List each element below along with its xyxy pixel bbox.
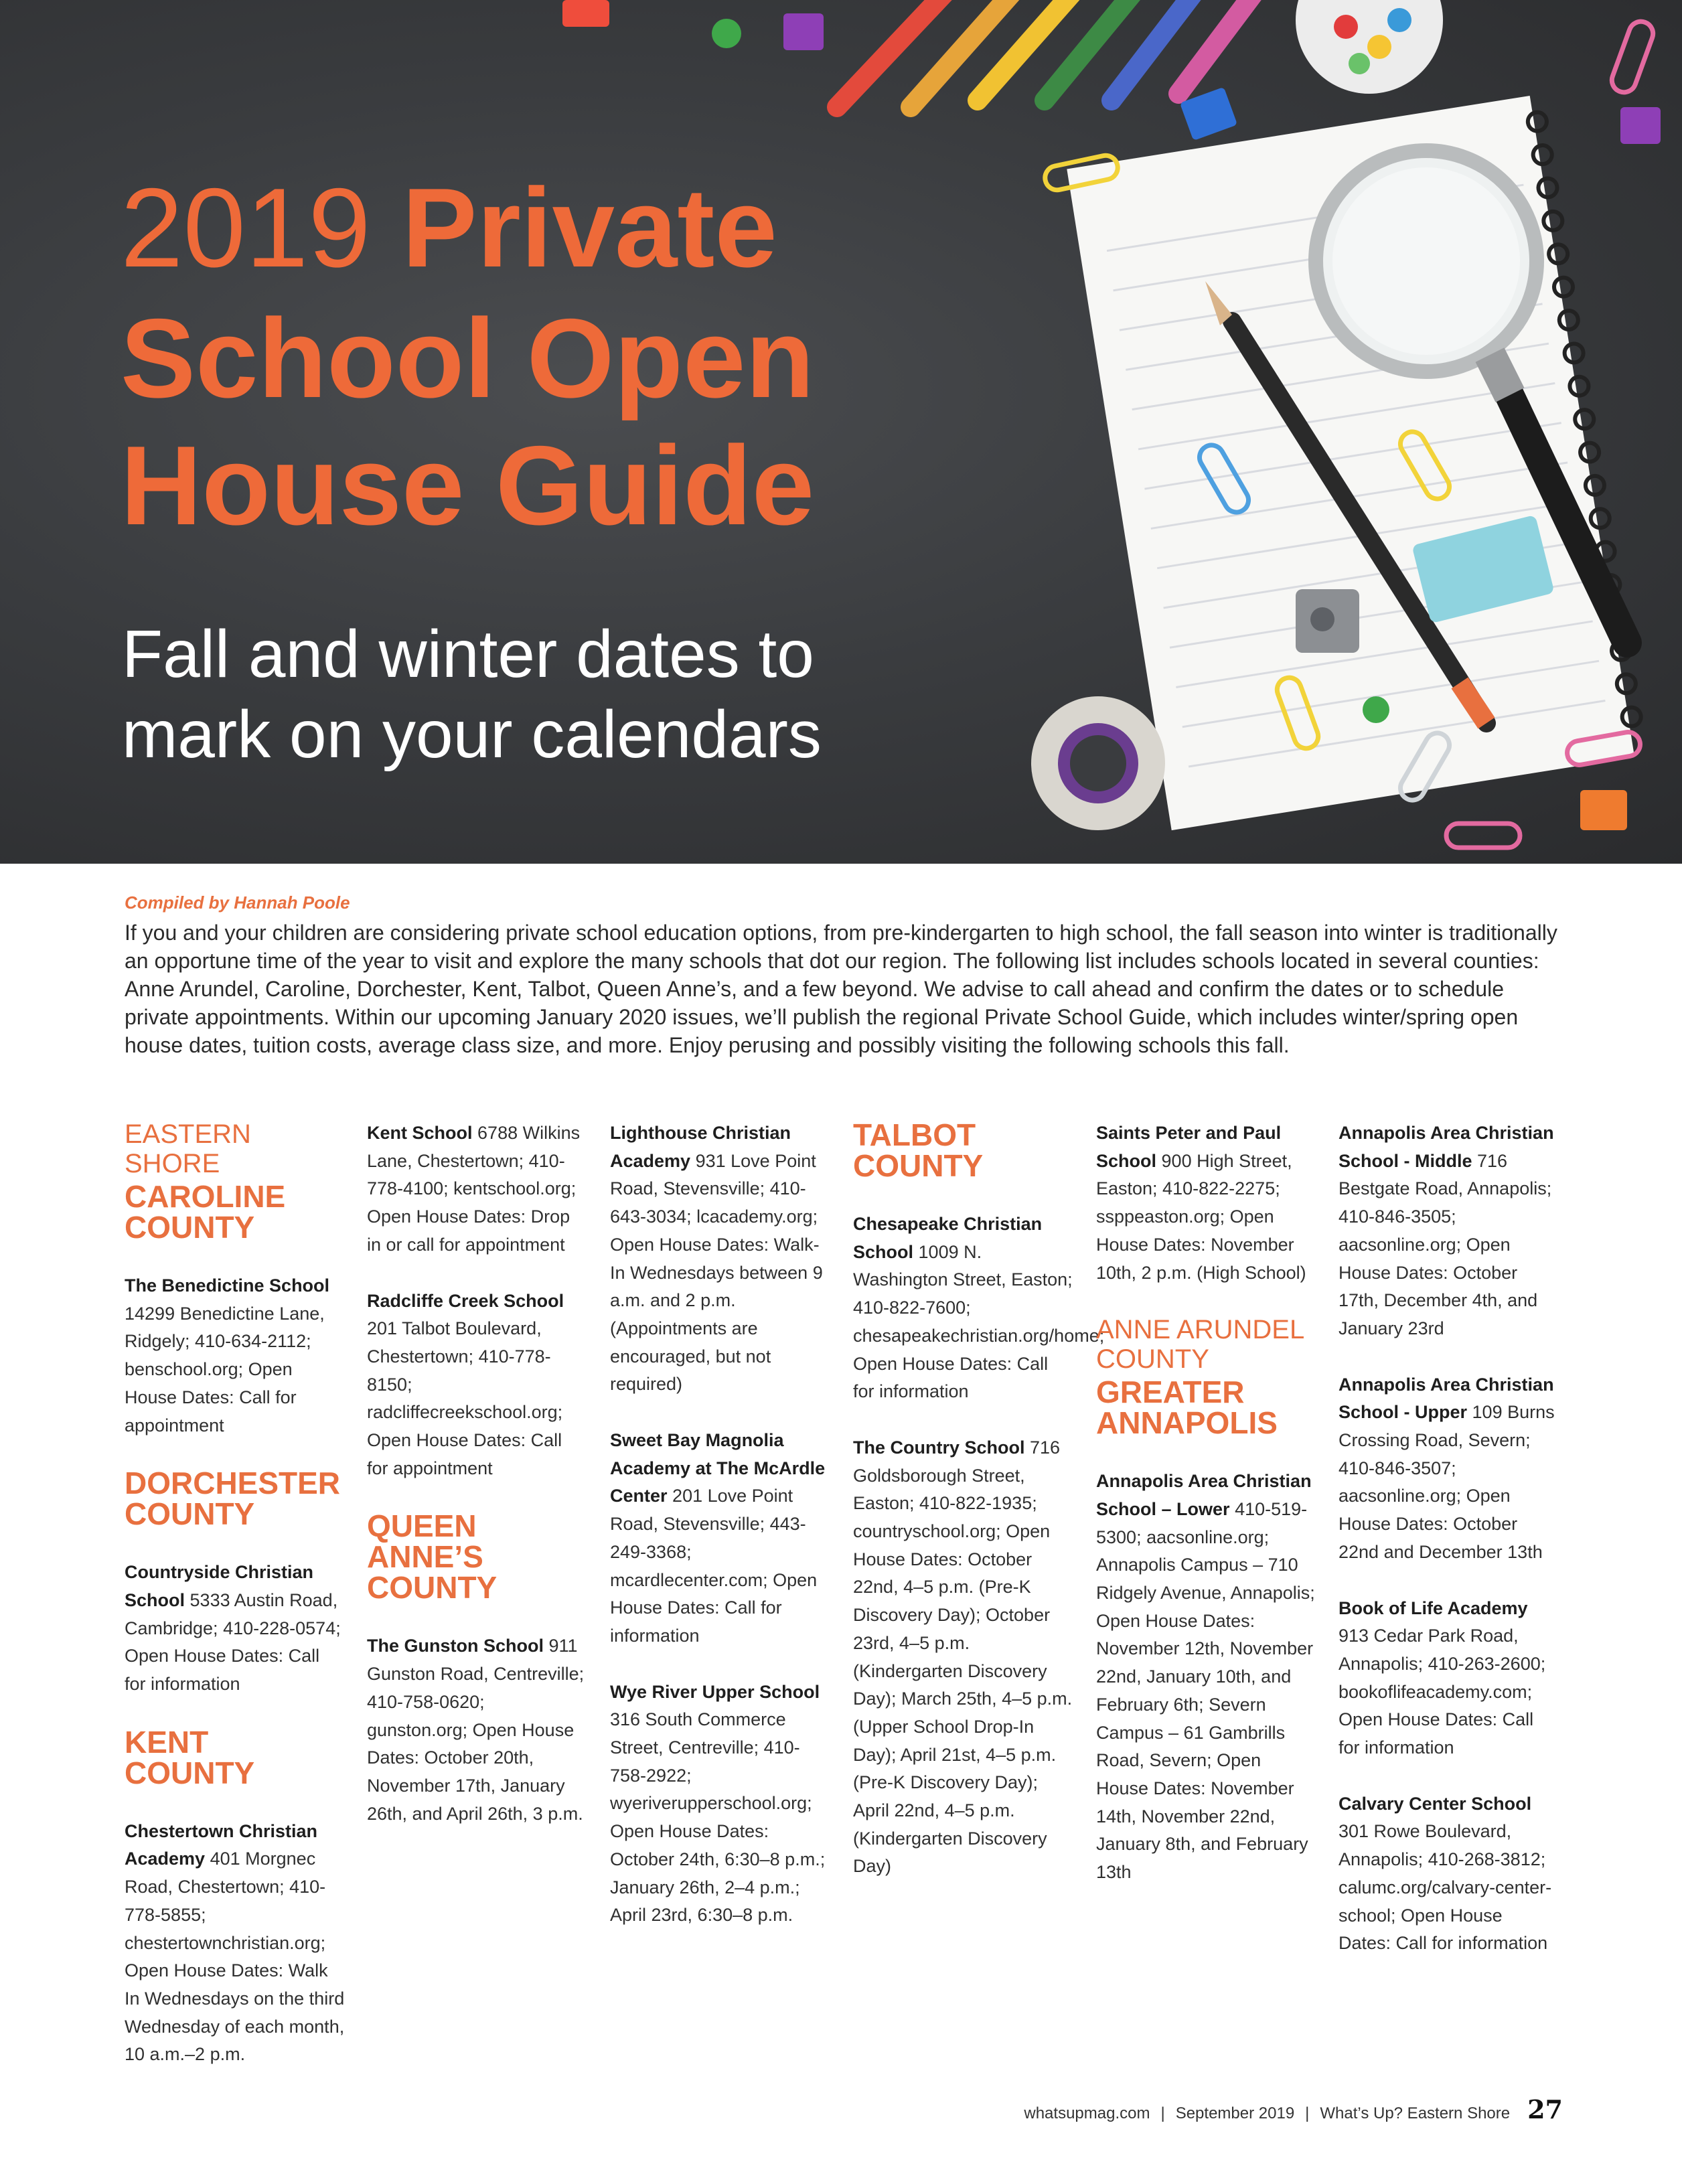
school-details: 5333 Austin Road, Cambridge; 410-228-0574; Open House Dates: Call for information — [125, 1589, 341, 1695]
school-name: The Gunston School — [367, 1636, 544, 1656]
footer-issue: September 2019 — [1175, 2104, 1295, 2122]
school-details: 301 Rowe Boulevard, Annapolis; 410-268-3812; calumc.org/calvary-center-school; Open House Dates: Call for information — [1339, 1821, 1552, 1954]
school-details: 201 Love Point Road, Stevensville; 443-249-3368; mcardlecenter.com; Open House Dates: Call for information — [610, 1486, 818, 1646]
school-details: 913 Cedar Park Road, Annapolis; 410-263-2600; bookoflifeacademy.com; Open House Dates: Call for information — [1339, 1626, 1546, 1758]
column-2 — [367, 1119, 588, 1856]
byline: Compiled by Hannah Poole — [125, 892, 350, 913]
school-details: 1009 N. Washington Street, Easton; 410-822-7600; chesapeakechristian.org/home; Open House Dates: Call for information — [853, 1241, 1105, 1402]
school-entry-benedictine — [125, 1272, 346, 1439]
school-entry-aacs-upper — [1339, 1371, 1559, 1567]
school-name: Radcliffe Creek School — [367, 1290, 564, 1311]
school-entry-gunston — [367, 1632, 588, 1828]
school-name: Countryside Christian School — [125, 1562, 314, 1610]
county-heading-caroline: CAROLINE COUNTY — [125, 1179, 286, 1245]
school-name: Calvary Center School — [1339, 1793, 1532, 1814]
page-title-line-3: House Guide — [121, 422, 815, 548]
page-number: 27 — [1527, 2094, 1563, 2124]
school-details: 14299 Benedictine Lane, Ridgely; 410-634-2112; benschool.org; Open House Dates: Call for appointment — [125, 1303, 325, 1435]
school-name: Chesapeake Christian School — [853, 1214, 1043, 1262]
county-heading-queen-annes: QUEEN ANNE’S COUNTY — [367, 1508, 498, 1606]
hero-banner — [0, 0, 1682, 864]
school-name: Annapolis Area Christian School - Middle — [1339, 1123, 1554, 1171]
page-footer — [1024, 2094, 1563, 2124]
county-heading-dorchester: DORCHESTER COUNTY — [125, 1466, 341, 1532]
title-year-text: 2019 — [121, 165, 371, 291]
school-name: Annapolis Area Christian School - Upper — [1339, 1374, 1554, 1423]
column-4 — [853, 1117, 1105, 1909]
school-entry-radcliffe — [367, 1288, 588, 1483]
school-name: Sweet Bay Magnolia Academy at The McArdle Center — [610, 1430, 826, 1506]
footer-separator: | — [1305, 2104, 1310, 2122]
school-name: Book of Life Academy — [1339, 1597, 1528, 1618]
school-entry-kent-school — [367, 1119, 588, 1259]
school-name: Kent School — [367, 1123, 473, 1143]
county-heading-greater-annapolis: GREATER ANNAPOLIS — [1096, 1375, 1278, 1441]
pencil-sharpener-icon — [1296, 589, 1359, 653]
school-details: 931 Love Point Road, Stevensville; 410-643-3034; lcacademy.org; Open House Dates: Walk-In Wednesdays between 9 a.m. and 2 p.m. (Appointments are encouraged, but not required) — [610, 1150, 823, 1395]
school-entry-book-of-life — [1339, 1595, 1559, 1762]
footer-site-link[interactable]: whatsupmag.com — [1024, 2104, 1150, 2122]
intro-paragraph: If you and your children are considering private school education options, from pre-kindergarten to high school, the fall season into winter is traditionally an opportune time of the year to visit and explore the many schools that dot our region. The following list includes schools located in several counties: Anne Arundel, Caroline, Dorchester, Kent, Talbot, Queen Anne’s, and a few beyond. We advise to call ahead and confirm the dates or to schedule private appointments. Within our upcoming January 2020 issues, we’ll publish the regional Private School Guide, which includes winter/spring open house dates, tuition costs, average class size, and more. Enjoy perusing and possibly visiting the following schools this fall. — [125, 921, 1557, 1057]
title-private-text: Private — [402, 165, 777, 291]
subtitle-line-2: mark on your calendars — [122, 697, 822, 772]
region-heading-eastern-shore: EASTERN SHORE — [125, 1119, 251, 1178]
region-heading-anne-arundel: ANNE ARUNDEL COUNTY — [1096, 1315, 1304, 1375]
school-name: Wye River Upper School — [610, 1681, 820, 1702]
subtitle-line-1: Fall and winter dates to — [122, 617, 814, 692]
school-details: 316 South Commerce Street, Centreville; 410-758-2922; wyeriverupperschool.org; Open House Dates: October 24th, 6:30–8 p.m.; January 26th, 2–4 p.m.; April 23rd, 6:30–8 p.m. — [610, 1709, 826, 1926]
school-entry-countryside — [125, 1559, 346, 1699]
school-entry-aacs-middle — [1339, 1119, 1559, 1343]
school-details: 911 Gunston Road, Centreville; 410-758-0620; gunston.org; Open House Dates: October 20th, November 17th, January 26th, and April 26th, 3 p.m. — [367, 1636, 585, 1824]
county-heading-talbot: TALBOT COUNTY — [853, 1117, 984, 1183]
school-name: The Benedictine School — [125, 1275, 330, 1296]
footer-publication: What’s Up? Eastern Shore — [1320, 2104, 1511, 2122]
colored-pencils-icon — [837, 0, 1259, 107]
school-details: 201 Talbot Boulevard, Chestertown; 410-778-8150; radcliffecreekschool.org; Open House Dates: Call for appointment — [367, 1318, 563, 1478]
school-entry-aacs-lower — [1096, 1468, 1317, 1887]
school-name: The Country School — [853, 1437, 1025, 1458]
school-details: 716 Bestgate Road, Annapolis; 410-846-3505; aacsonline.org; Open House Dates: October 17th, December 4th, and January 23rd — [1339, 1150, 1552, 1338]
school-details: 401 Morgnec Road, Chestertown; 410-778-5855; chestertownchristian.org; Open House Dates: Walk In Wednesdays on the third Wednesday of each month, 10 a.m.–2 p.m. — [125, 1849, 345, 2065]
school-entry-country-school — [853, 1434, 1074, 1881]
footer-separator: | — [1160, 2104, 1165, 2122]
school-entry-chesapeake — [853, 1211, 1105, 1406]
column-5 — [1096, 1119, 1317, 1915]
school-details: 900 High Street, Easton; 410-822-2275; ssppeaston.org; Open House Dates: November 10th, 2 p.m. (High School) — [1096, 1150, 1306, 1283]
tape-roll-icon — [1031, 696, 1165, 830]
column-3 — [610, 1119, 831, 1958]
page-title-year — [121, 164, 777, 291]
school-entry-saints-peter-paul — [1096, 1119, 1317, 1287]
school-details: 410-519-5300; aacsonline.org; Annapolis Campus – 710 Ridgely Avenue, Annapolis; Open House Dates: November 12th, November 22nd, January 10th, and February 6th; Severn Campus – 61 Gambrills Road, Severn; Open House Dates: November 14th, November 22nd, January 8th, and February 13th — [1096, 1498, 1315, 1883]
school-name: Chestertown Christian Academy — [125, 1820, 318, 1869]
school-entry-chestertown — [125, 1818, 346, 2069]
page-title-line-2: School Open — [121, 295, 815, 421]
column-6 — [1339, 1119, 1559, 1986]
school-name: Annapolis Area Christian School – Lower — [1096, 1471, 1312, 1519]
county-heading-kent: KENT COUNTY — [125, 1724, 255, 1790]
school-entry-wye-river — [610, 1679, 831, 1930]
paperclip-bowl-icon — [1296, 0, 1443, 94]
school-entry-sweet-bay — [610, 1427, 831, 1650]
school-name: Lighthouse Christian Academy — [610, 1123, 791, 1171]
school-entry-calvary — [1339, 1790, 1559, 1958]
school-details: 6788 Wilkins Lane, Chestertown; 410-778-4100; kentschool.org; Open House Dates: Drop in or call for appointment — [367, 1123, 581, 1255]
school-details: 716 Goldsborough Street, Easton; 410-822-1935; countryschool.org; Open House Dates: October 22nd, 4–5 p.m. (Pre-K Discovery Day); October 23rd, 4–5 p.m. (Kindergarten Discovery Day); March 25th, 4–5 p.m. (Upper School Drop-In Day); April 21st, 4–5 p.m. (Pre-K Discovery Day); April 22nd, 4–5 p.m. (Kindergarten Discovery Day) — [853, 1437, 1073, 1877]
column-1 — [125, 1119, 346, 2097]
school-entry-lighthouse — [610, 1119, 831, 1399]
school-details: 109 Burns Crossing Road, Severn; 410-846-3507; aacsonline.org; Open House Dates: October 22nd and December 13th — [1339, 1402, 1555, 1562]
school-name: Saints Peter and Paul School — [1096, 1123, 1282, 1171]
